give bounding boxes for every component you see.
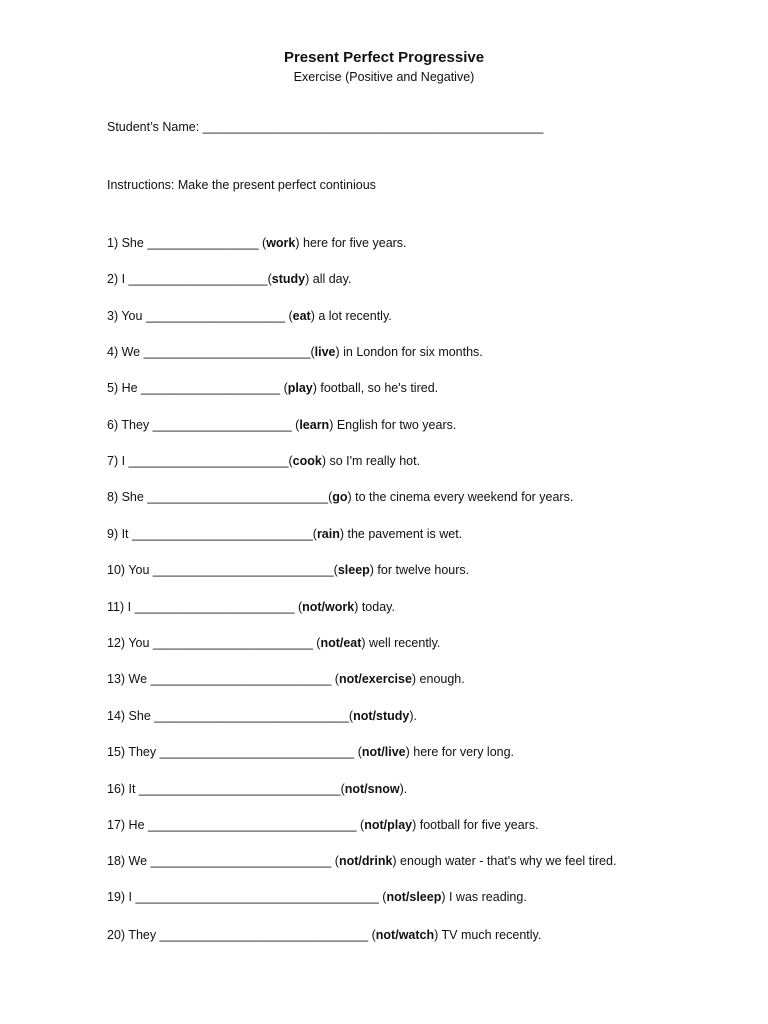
answer-blank[interactable]: ____________________________ (154, 709, 349, 723)
answer-blank[interactable]: _______________________ (134, 600, 295, 614)
question-item (107, 308, 392, 324)
verb-paren-open: ( (378, 890, 387, 904)
answer-blank[interactable]: ____________________ (145, 309, 285, 323)
question-suffix: ). (399, 782, 408, 796)
verb-paren-open: ( (354, 745, 362, 759)
student-name-blank[interactable]: _________________________________________________ (202, 120, 544, 134)
answer-blank[interactable]: __________________________ (147, 490, 329, 504)
student-name-label: Student’s Name: (107, 120, 200, 134)
answer-blank[interactable]: _____________________________ (138, 782, 341, 796)
question-item (107, 235, 407, 251)
verb-cue: not/play (364, 818, 413, 832)
verb-cue: work (266, 236, 296, 250)
answer-blank[interactable]: ________________ (147, 236, 259, 250)
verb-paren-open: ( (331, 672, 339, 686)
verb-paren-open: ( (291, 418, 300, 432)
verb-paren-open: ( (348, 709, 354, 723)
question-item (107, 927, 541, 943)
question-prefix: 6) They (107, 418, 153, 432)
question-suffix: ) all day. (305, 272, 352, 286)
question-suffix: ) in London for six months. (335, 345, 483, 359)
question-prefix: 10) You (107, 563, 153, 577)
verb-cue: cook (292, 454, 322, 468)
question-suffix: ) football, so he's tired. (312, 381, 439, 395)
verb-paren-open: ( (331, 854, 339, 868)
question-item (107, 671, 465, 687)
answer-blank[interactable]: __________________________ (150, 672, 332, 686)
verb-paren-open: ( (328, 490, 333, 504)
question-prefix: 14) She (107, 709, 155, 723)
question-prefix: 4) We (107, 345, 144, 359)
question-prefix: 9) It (107, 527, 133, 541)
verb-cue: learn (299, 418, 330, 432)
verb-paren-open: ( (294, 600, 303, 614)
question-suffix: ) here for very long. (405, 745, 515, 759)
question-prefix: 5) He (107, 381, 142, 395)
question-item (107, 853, 616, 869)
question-suffix: ) football for five years. (412, 818, 539, 832)
question-suffix: ) here for five years. (295, 236, 407, 250)
verb-cue: not/drink (338, 854, 393, 868)
answer-blank[interactable]: __________________________ (132, 527, 313, 541)
question-suffix: ) today. (354, 600, 395, 614)
question-suffix: ) TV much recently. (434, 928, 542, 942)
answer-blank[interactable]: _______________________ (128, 454, 289, 468)
question-suffix: ) to the cinema every weekend for years. (347, 490, 574, 504)
question-suffix: ) a lot recently. (310, 309, 392, 323)
question-prefix: 17) He (107, 818, 148, 832)
question-prefix: 12) You (107, 636, 153, 650)
question-item (107, 344, 483, 360)
question-prefix: 18) We (107, 854, 151, 868)
student-name-line (107, 119, 543, 135)
verb-cue: study (271, 272, 306, 286)
question-item (107, 453, 420, 469)
question-prefix: 20) They (107, 928, 160, 942)
question-item (107, 417, 456, 433)
verb-cue: not/eat (320, 636, 362, 650)
verb-paren-open: ( (284, 309, 293, 323)
question-prefix: 16) It (107, 782, 139, 796)
question-suffix: ) enough water - that's why we feel tired. (392, 854, 617, 868)
verb-paren-open: ( (368, 928, 376, 942)
page-subtitle: Exercise (Positive and Negative) (293, 70, 475, 84)
question-prefix: 2) I (107, 272, 129, 286)
question-item (107, 889, 527, 905)
answer-blank[interactable]: ______________________________ (159, 928, 369, 942)
verb-cue: not/study (353, 709, 410, 723)
verb-cue: play (287, 381, 313, 395)
question-item (107, 635, 440, 651)
question-item (107, 271, 351, 287)
question-item (107, 489, 573, 505)
answer-blank[interactable]: ______________________________ (148, 818, 357, 832)
verb-cue: live (314, 345, 336, 359)
question-prefix: 8) She (107, 490, 148, 504)
verb-paren-open: ( (312, 527, 317, 541)
question-suffix: ) well recently. (361, 636, 441, 650)
question-suffix: ) for twelve hours. (369, 563, 470, 577)
answer-blank[interactable]: __________________________ (152, 563, 334, 577)
verb-cue: not/live (361, 745, 406, 759)
verb-cue: sleep (337, 563, 370, 577)
verb-paren-open: ( (288, 454, 293, 468)
question-item (107, 744, 514, 760)
verb-cue: eat (292, 309, 311, 323)
page-title: Present Perfect Progressive (283, 49, 485, 66)
verb-cue: not/snow (344, 782, 400, 796)
answer-blank[interactable]: __________________________ (150, 854, 332, 868)
verb-paren-open: ( (356, 818, 365, 832)
question-item (107, 817, 539, 833)
question-item (107, 562, 469, 578)
question-prefix: 1) She (107, 236, 148, 250)
question-prefix: 19) I (107, 890, 136, 904)
verb-cue: rain (316, 527, 340, 541)
question-prefix: 15) They (107, 745, 160, 759)
question-prefix: 3) You (107, 309, 146, 323)
question-prefix: 11) I (107, 600, 135, 614)
question-suffix: ) English for two years. (329, 418, 457, 432)
verb-paren-open: ( (267, 272, 272, 286)
answer-blank[interactable]: ________________________ (143, 345, 311, 359)
verb-cue: not/sleep (386, 890, 442, 904)
answer-blank[interactable]: ____________________ (141, 381, 281, 395)
answer-blank[interactable]: _______________________ (152, 636, 313, 650)
answer-blank[interactable]: ___________________________________ (135, 890, 379, 904)
question-suffix: ) so I'm really hot. (321, 454, 421, 468)
question-item (107, 526, 462, 542)
verb-paren-open: ( (258, 236, 267, 250)
verb-paren-open: ( (280, 381, 288, 395)
question-item (107, 708, 417, 724)
verb-cue: go (332, 490, 348, 504)
question-prefix: 13) We (107, 672, 151, 686)
verb-paren-open: ( (340, 782, 345, 796)
question-suffix: ). (409, 709, 417, 723)
question-suffix: ) enough. (411, 672, 465, 686)
question-suffix: ) the pavement is wet. (339, 527, 463, 541)
question-suffix: ) I was reading. (441, 890, 527, 904)
answer-blank[interactable]: ____________________________ (159, 745, 355, 759)
verb-paren-open: ( (312, 636, 321, 650)
answer-blank[interactable]: ____________________ (152, 418, 292, 432)
question-item (107, 781, 407, 797)
verb-cue: not/watch (375, 928, 435, 942)
question-item (107, 599, 395, 615)
answer-blank[interactable]: ____________________ (128, 272, 268, 286)
verb-cue: not/work (302, 600, 355, 614)
verb-paren-open: ( (333, 563, 338, 577)
verb-cue: not/exercise (338, 672, 412, 686)
question-prefix: 7) I (107, 454, 129, 468)
verb-paren-open: ( (310, 345, 315, 359)
instructions-text: Instructions: Make the present perfect continious (107, 178, 376, 192)
question-item (107, 380, 438, 396)
